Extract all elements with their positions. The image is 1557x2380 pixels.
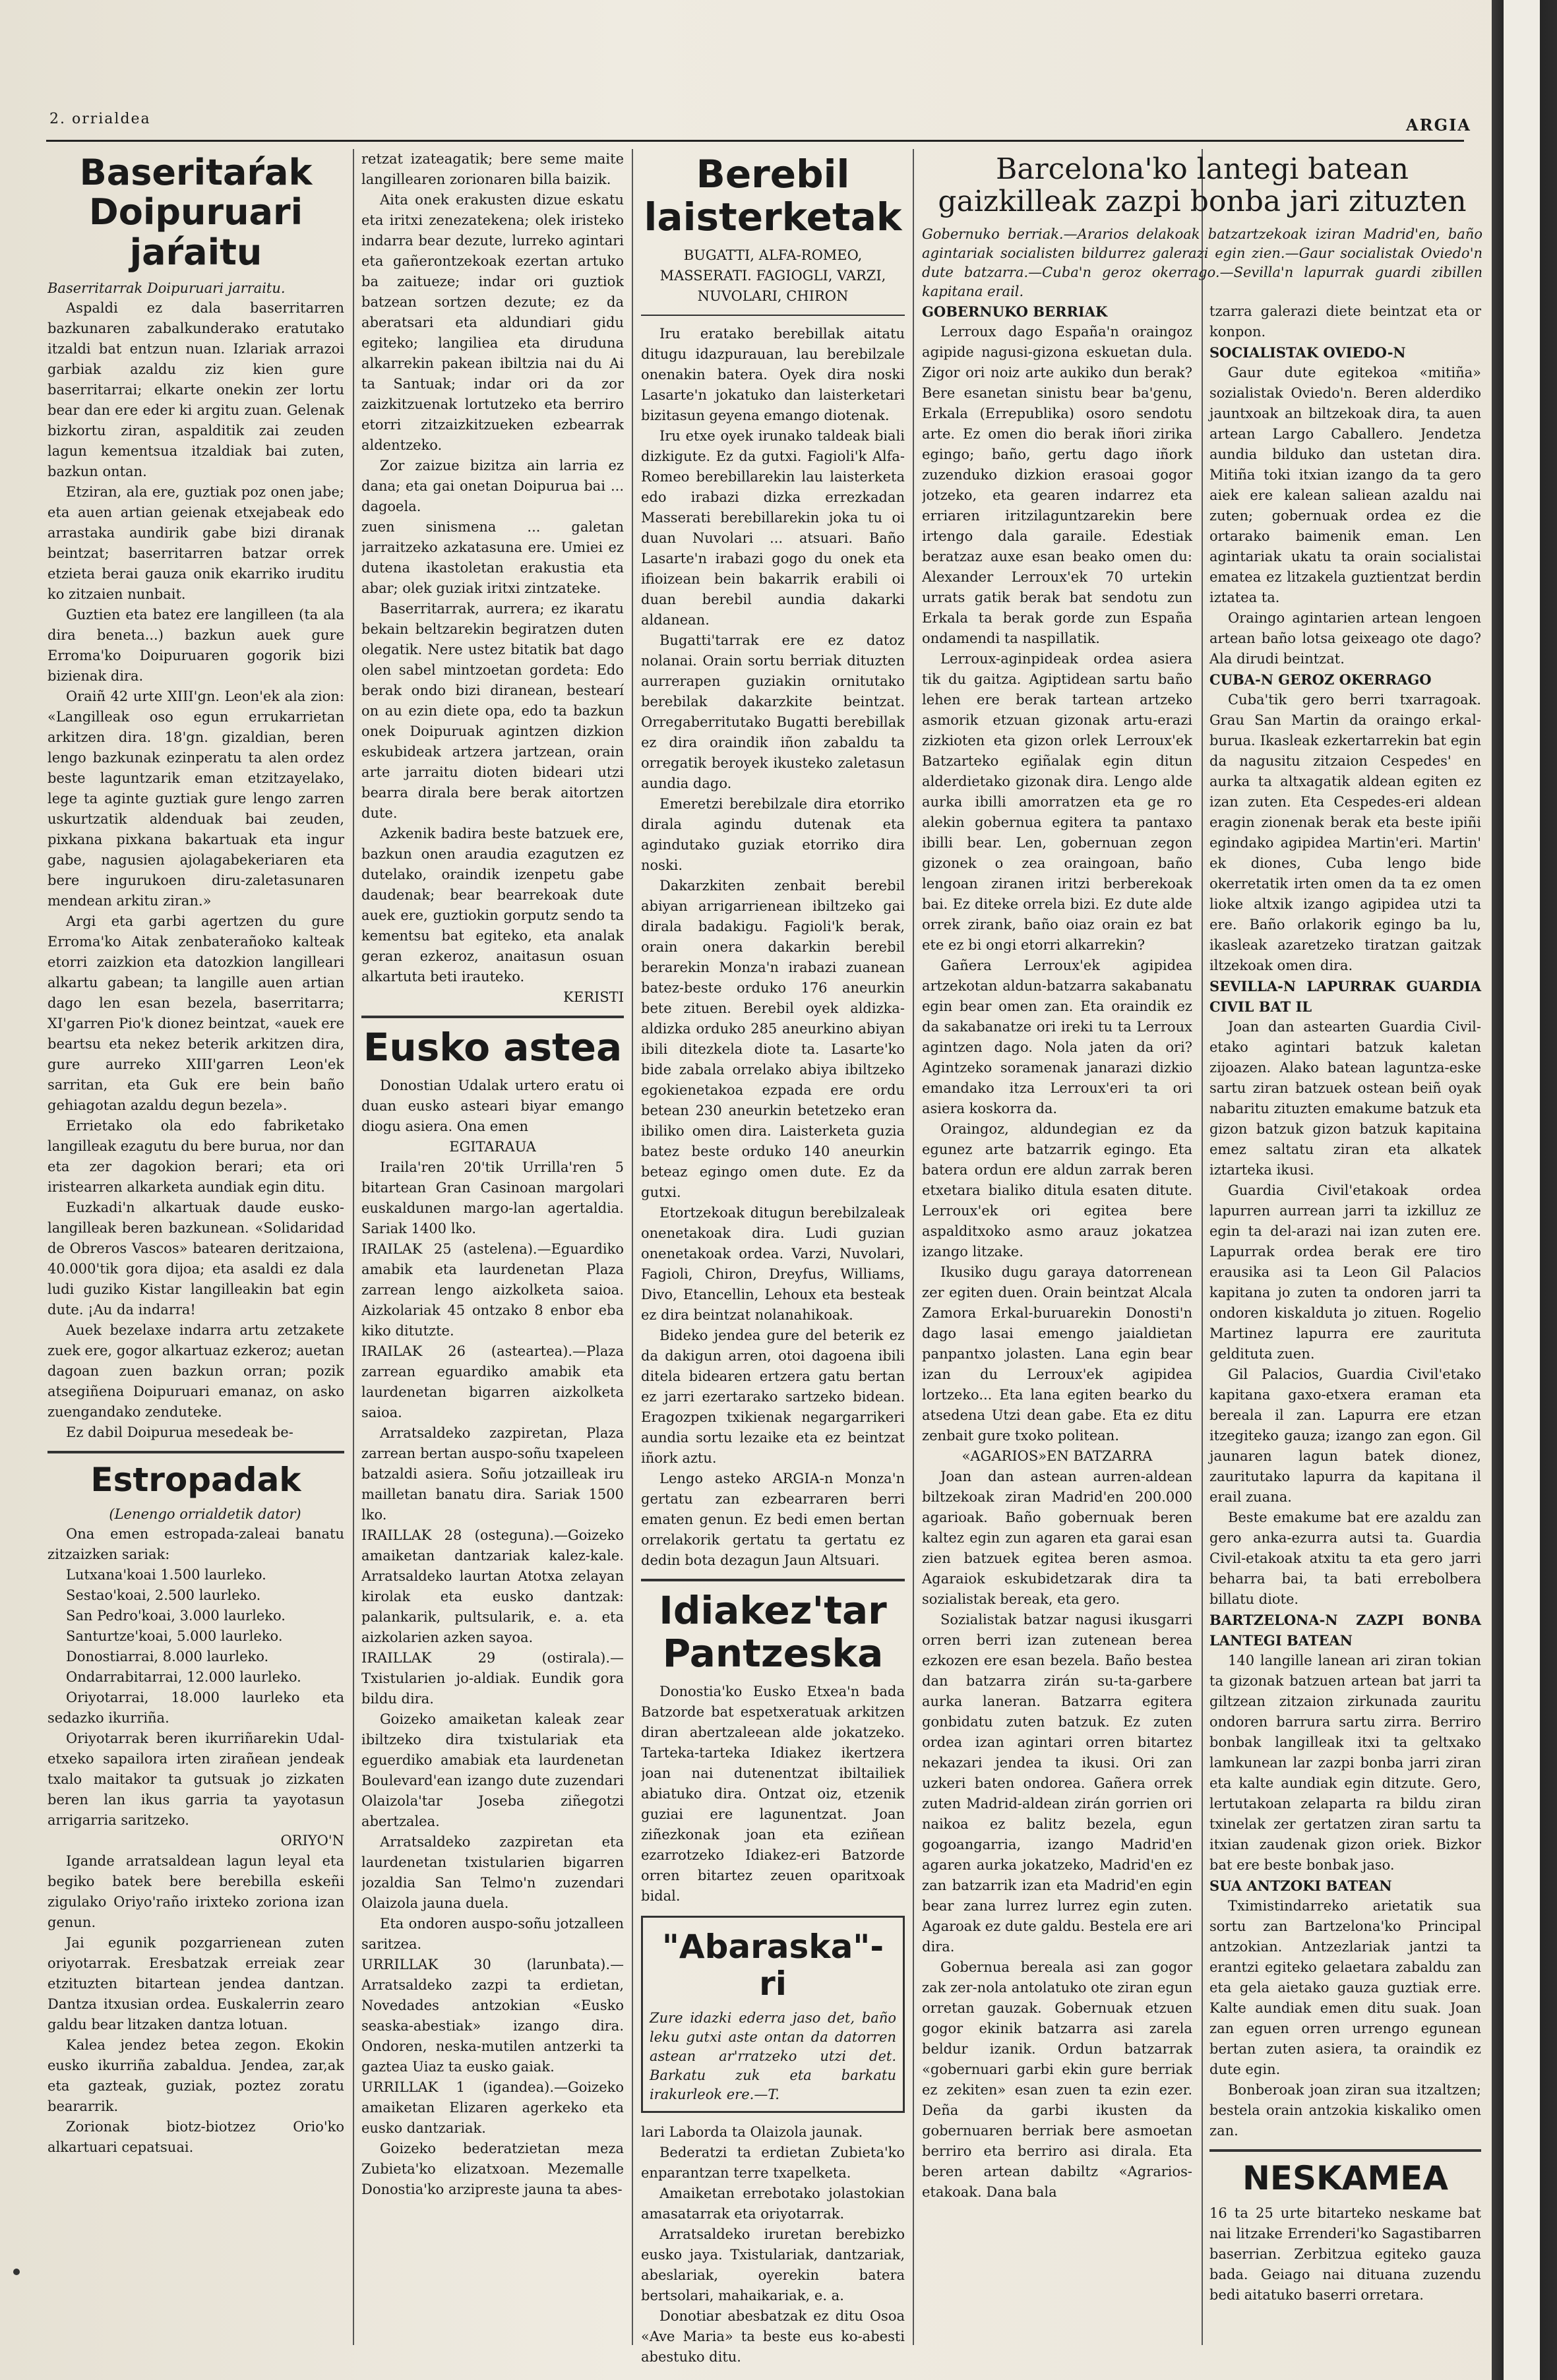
- two-column-body: [922, 301, 1482, 2305]
- paragraph: Bideko jendea gure del beterik ez da dakigun arren, otoi dagoena ibili ditela bidearen ertzera gatu bertan ez jarri ezertarako sartzeko bidean. Eragozpen txikienak negargarrikeri aundia sortu lezaike eta ez beintzat iñork aztu.: [641, 1327, 905, 1466]
- paragraph: 140 langille lanean ari ziran tokian ta gizonak batzuen artean bat jarri ta giltzean zitzaion zirkunada zauritu ondoren barrura sartu zirra. Berriro bonbak langilleak itxi ta geltxako lamkunean lar zazpi bonba jarri ziran eta kalte aundiak egin ditzute. Gero, lertutakoan zelaparta ra bildu ziran txinelak zer gertatzen ziran sartu ta itxian zaudenak gizon oriek. Bizkor bat ere beste bonbak jaso.: [1209, 1652, 1481, 1873]
- column-3: [641, 149, 905, 2365]
- prize-item: Sestao'koai, 2.500 laurleko.: [66, 1587, 261, 1604]
- paragraph: Joan dan astearten Guardia Civil-etako agintari batzuk kaletan zijoazen. Alako batean laguntza-eske sartu ziran batzuek ostean beiñ oyak nabaritu zituzten emakume batzuk eta gizon batzuk gizon batzuk kapitaina emez saltatu ziran eta alkatek iztarteka ikusi.: [1209, 1018, 1481, 1178]
- paragraph: Jai egunik pozgarrienean zuten oriyotarrak. Eresbatzak erreiak zear etzituzten bitartean jendea dantzan. Dantza itxusian ordea. Euskalerrin zearo galdu bear litzaken dantza lotuan.: [47, 1935, 344, 2033]
- paragraph: Aita onek erakusten dizue eskatu eta iritxi zenezatekena; olek iristeko indarra bear dezute, lurreko agintari eta gañerontzekoak ezertan artuko ba zaitueze; indar ori guztiok batzean sortzen dezute; ez da aberatsari eta aldundiari gidu egiteko; langiliea eta diruduna alkarrekin pakean ibiltzia nai du Ai ta Santuak; indar ori da zor zaizkitzuenak lortutzeko eta berriro etorri zitzaizkitzueken ezbearrak aldentzeko.: [361, 192, 624, 453]
- paragraph: Lerroux dago España'n oraingoz agipide nagusi-gizona eskuetan dula. Zigor ori noiz arte aukiko dun berak? Bere esanetan sinistu bear ba'genu, Erkala (Errepublika) osoro sendotu arte. Ez omen dio berak iñori zirika egingo; baño, gertu dago iñork zuzenduko dizkion erasoai gogor jotzeko, eta gearen indarrez eta erriaren iritzilaguntzarekin bere irtengo dala garaile. Edestiak beratzaz auxe esan beako omen du: Alexander Lerroux'ek 70 urtekin urrats gatik berak bat sendotu zun Erkala ta berak gorde zun España ondamendi ta naspillatik.: [922, 323, 1192, 646]
- paragraph: 16 ta 25 urte bitarteko neskame bat nai litzake Errenderi'ko Sagastibarren baserrian. Zerbitzua egiteko gauza bada. Geiago nai dituana zuzendu bedi aitatuko baserri orretara.: [1209, 2205, 1481, 2303]
- paragraph: Iraila'ren 20'tik Urrilla'ren 5 bitartean Gran Casinoan margolari euskaldunen margo-lan agertaldia. Sariak 1400 lko.: [361, 1159, 624, 1236]
- headline-idiakez: Idiakez'tar Pantzeska: [659, 1587, 887, 1676]
- header-rule: [46, 140, 1464, 142]
- paragraph: Amaiketan errebotako jolastokian amasatarrak eta oriyotarrak.: [641, 2185, 905, 2222]
- paragraph: Lengo asteko ARGIA-n Monza'n gertatu zan ezbearraren berri ematen genun. Ez bedi emen bertan orrelakorik gertatu ta gertatu ez dedin bota dezagun Jaun Altsuari.: [641, 1470, 905, 1568]
- paragraph: Emeretzi berebilzale dira etorriko dirala agindu dutenak eta agindutako guziak etorriko dira noski.: [641, 795, 905, 873]
- paragraph: Gaur dute egitekoa «mitiña» sozialistak Oviedo'n. Beren alderdiko jauntxoak an biltzekoak dira, ta auen artean Largo Caballero. Jendetza aundia bilduko dan ustetan dira. Mitiña toki itxian izango da ta gero aiek ere kalean saliean azaldu nai zuten; gobernuak ordea ez die ortarako baimenik eman. Len agintariak ukatu ta orain socialistai ematea ez litzakela guztientzat berdin iztatea ta.: [1209, 364, 1481, 605]
- paragraph: Donostia'ko Eusko Etxea'n bada Batzorde bat espetxeratuak arkitzen diran abertzaleean alde jokatzeko. Tarteka-tarteka Idiakez ikertzera joan nai dutenentzat ibiltailiek abiatuko dira. Ontzat oiz, etzenik guziai ere lagunentzat. Joan ziñezkonak joan eta eziñean ezarrotzeko Idiakez-eri Batzorde orren bitartez zeuen oparitxoak bidal.: [641, 1683, 905, 1904]
- headline-berebil-laisterketak: Berebil laisterketak: [644, 152, 902, 239]
- section-heading: CUBA-N GEROZ OKERRAGO: [1209, 671, 1432, 688]
- paragraph: Tximistindarreko arietatik sua sortu zan Bartzelona'ko Principal antzokian. Antzezlariak jantzi ta erantzi egiteko gelaetara zabaldu zan eta gela aietako gauza guztiak erre. Kalte aundiak emen ditu suak. Joan zan eguen orren urrengo egunean bertan zuten asiera, ta oraindik ez dute egin.: [1209, 1897, 1481, 2077]
- paragraph: Auek bezelaxe indarra artu zetzakete zuek ere, gogor alkartuaz ezkeroz; auetan dagoan zuen bazkun orran; pozik atsegiñena Doipuruari emanaz, on asko zuengandako zenduteke.: [47, 1322, 344, 1420]
- paragraph: Bederatzi ta erdietan Zubieta'ko enparantzan terre txapelketa.: [641, 2144, 905, 2181]
- column-divider: [913, 149, 914, 2345]
- column-4: [922, 149, 1482, 2365]
- paragraph: Donotiar abesbatzak ez ditu Osoa «Ave Maria» ta beste eus ko-abesti abestuko ditu.: [641, 2307, 905, 2365]
- paragraph: Zorionak biotz-biotzez Orio'ko alkartuari cepatsuai.: [47, 2119, 344, 2156]
- paragraph: Guztien eta batez ere langilleen (ta ala dira beneta...) bazkun auek gure Erroma'ko Doipuruaren gogorik bizi bizienak dira.: [47, 607, 344, 685]
- section-heading: GOBERNUKO BERRIAK: [922, 303, 1108, 320]
- adjacent-page-strip: [1504, 0, 1540, 2380]
- paragraph: Ona emen estropada-zaleai banatu zitzaizken sariak:: [47, 1526, 344, 1563]
- paragraph: Sozialistak batzar nagusi ikusgarri orren berri izan zutenean berea ezkozen ere esan bezela. Baño bestea dan batzarra zirán su-ta-garbere aurka laneran. Batzarra egitera gonbidatu zuten batzuk. Ez zuten ordea izan agintari orren bitartez nekazari jendea ta ikusi. Ori zan uzkeri baten ondorea. Gañera orrek zuten Madrid-aldean zirán gorrien ori naikoa ez balitz bezela, egun gogoangarria, izango Madrid'en agaren aurka jokatzeko, Madrid'en ez zan batzarrik izan eta Madrid'en egin bear zana lurrez lurrez egin zuten. Agaroak ez dute galdu. Bestela ere ari dira.: [922, 1611, 1192, 1955]
- paragraph: Iru etxe oyek irunako taldeak biali dizkigute. Ez da gutxi. Fagioli'k Alfa-Romeo berebillarekin lau laisterketa edo irabazi dizka errezkadan Masserati berebillarekin joka tu oi duan Nuvolari ... atsuari. Baño Lasarte'n irabazi gogo du onek eta ifioizean bein bakarrik erabili oi duan berebil aundia dakarki aldanean.: [641, 427, 905, 628]
- paragraph: Bugatti'tarrak ere ez datoz nolanai. Orain sortu berriak dituzten aurrerapen guziakin ornitutako berebilak dakarzkite beintzat. Orregaberritutako Bugatti berebillak ez dira oraindik iñon zabaldu ta orregatik beroyek ikusteko zaletasun aundia dago.: [641, 632, 905, 791]
- paragraph: Bonberoak joan ziran sua itzaltzen; bestela orain antzokia kiskaliko omen zan.: [1209, 2081, 1481, 2139]
- subheadline: BUGATTI, ALFA-ROMEO, MASSERATI. FAGIOGLI, VARZI, NUVOLARI, CHIRON: [659, 247, 886, 304]
- headline-abaraska: "Abaraska"-ri: [661, 1927, 884, 2003]
- masthead: ARGIA: [1406, 115, 1471, 135]
- paragraph: Aspaldi ez dala baserritarren bazkunaren zabalkunderako eratutako itzaldi bat entzun nuan. Izlariak arrazoi garbiak azaldu ziz kien gure baserritarrai; elkarte onekin zer lortu bear dan ere eder ki argitu zuan. Gelenak bizkortu ziran, aspalditik zai zeuden lagun kementsua itzaldiak bai zuten, bazkun ontan.: [47, 300, 344, 480]
- paragraph: IRAILLAK 29 (ostirala).—Txistularien jo-aldiak. Eundik gora bildu dira.: [361, 1649, 624, 1707]
- paragraph: Ez dabil Doipurua mesedeak be-: [66, 1424, 293, 1441]
- paragraph: Joan dan astean aurren-aldean biltzekoak ziran Madrid'en 200.000 agarioak. Baño gobernuak beren kaltez egin zun agaren eta garai esan zien batzuek egitea beren asmoa. Agaraiok eskubidetzarak dira ta sozialistak bereak, eta gero.: [922, 1468, 1192, 1607]
- paragraph: Oraingoz, aldundegian ez da egunez arte batzarrik egingo. Eta batera ordun ere aldun zarrak beren etxetara bialiko ditula esaten ditute. Lerroux'ek ori egitea bere aspalditxoko asmo arauz jokatzea izango litzake.: [922, 1120, 1192, 1260]
- section-heading: SOCIALISTAK OVIEDO-N: [1209, 344, 1406, 361]
- paragraph: Baserritarrak, aurrera; ez ikaratu bekain beltzarekin begiratzen duten olegatik. Nere ustez bitatik bat dago olen sabel mintzoetan gordeta: Edo berak ondo bizi diranean, bestearí on au ezin diete opa, edo ta bazkun onek Doipuruak agintzen dizkion eskubideak artzera jartzean, orain arte jarraitu dioten bideari utzi bearra dirala bere berak aitortzen dute.: [361, 601, 624, 821]
- paragraph: Arratsaldeko zazpiretan, Plaza zarrean bertan auspo-soñu txapeleen batzaldi asiera. Soñu jotzailleak iru mailletan banatu dira. Sariak 1500 lko.: [361, 1424, 624, 1523]
- paragraph: retzat izateagatik; bere seme maite langillearen zorionaren billa baizik.: [361, 151, 624, 187]
- paragraph: Argi eta garbi agertzen du gure Erroma'ko Aitak zenbaterañoko kalteak etorri zaizkion eta datozkion langilleari alkartu gabean; ta langille auen artian dago len esan bezela, baserritarra; XI'garren Pio'k dionez beintzat, «auek ere beartsu eta nekez beterik arkitzen dira, gure aurreko XIII'garren Leon'ek sarritan, eta Guk ere bein baño gehiagotan azaldu degun bezela».: [47, 913, 344, 1114]
- paragraph: Etziran, ala ere, guztiak poz onen jabe; eta auen artian geienak etxejabeak edo arrastaka aundirik gabe bizi diranak beintzat; baserritarren batzar orrek etzieta berai gauza onik ekarriko iruditu ko zitzaien nunbait.: [47, 484, 344, 603]
- section-rule: [1209, 2149, 1481, 2152]
- prize-item: Donostiarrai, 8.000 laurleko.: [66, 1649, 269, 1665]
- prize-item: Oriyotarrai, 18.000 laurleko eta sedazko ikurriña.: [47, 1690, 344, 1726]
- paragraph: Goizeko amaiketan kaleak zear ibiltzeko dira txistulariak eta eguerdiko amabiak eta laurdenetan Boulevard'ean izango dute zuzendari Olaizola'tar Joseba ziñegotzi abertzalea.: [361, 1711, 624, 1829]
- section-rule: [47, 1451, 344, 1453]
- author-signature: KERISTI: [563, 989, 624, 1005]
- notice-text: Zure idazki ederra jaso det, baño leku gutxi aste ontan da datorren astean ar'rratzeko utzi det. Barkatu zuk eta barkatu irakurleok ere.—T.: [650, 2009, 896, 2102]
- paragraph: Azkenik badira beste batzuek ere, bazkun onen araudia ezagutzen ez dutelako, oraindik izenpetu gabe daudenak; bear bearrekoak dute auek ere, guztiokin gorputz sendo ta kementsu bat egiteko, eta analak geran ezkeroz, anaitasun osuan alkartuta beti irauteko.: [361, 826, 624, 985]
- paragraph: Ikusiko dugu garaya datorrenean zer egiten duen. Orain beintzat Alcala Zamora Erkal-buruarekin Donosti'n dago lasai emengo jaialdietan panpantxo jolasten. Lana egin bear izan du Lerroux'ek agipidea lortzeko... Eta lana egiten bearko du atsedena Utzi dean gabe. Eta ez ditu zenbait gure txoko politean.: [922, 1264, 1192, 1444]
- section-heading: SUA ANTZOKI BATEAN: [1209, 1877, 1392, 1894]
- program-label: EGITARAUA: [449, 1138, 536, 1155]
- section-rule: [361, 1016, 624, 1018]
- paragraph: Dakarzkiten zenbait berebil abiyan arrigarrienean ibiltzeko gai dirala badakigu. Fagioli'k berak, orain onera dakarkin berebil berarekin Monza'n irabazi zuanean batez-beste orduko 176 aneurkin bete zituen. Berebil oyek aldizka-aldizka orduko 285 aneurkino abiyan ibili ditezkela diote ta. Lasarte'ko bide zabala orrelako abiya ibiltzeko egokienetakoa ezpada ere ordu betean 230 aneurkin betetzeko eran ibiliko omen dira. Laisterketa guzia batez beste orduko 140 aneurkin beteaz egingo omen dute. Ez da gutxi.: [641, 877, 905, 1200]
- headline-barcelona-bonbak: Barcelona'ko lantegi batean gaizkilleak zazpi bonba jari zituzten: [938, 152, 1467, 219]
- notice-box: [641, 1916, 905, 2113]
- lede: Baserritarrak Doipuruari jarraitu.: [47, 280, 286, 297]
- paragraph: Arratsaldeko iruretan berebizko eusko jaya. Txistulariak, dantzariak, abeslariak, oyerekin batera bertsolari, mahaikariak, e. a.: [641, 2226, 905, 2304]
- paragraph: IRAILAK 26 (astearteа).—Plaza zarrean eguardiko amabik eta laurdenetan bigarren aizkolketa saioa.: [361, 1343, 624, 1420]
- paragraph: Euzkadi'n alkartuak daude eusko-langilleak beren bazkunean. «Solidaridad de Obreros Vascos» batearen deritzaiona, 40.000'tik gora dijoa; eta asaldi ez dala ludi guziko Kistar langilleakin bat egin dute. ¡Au da indarra!: [47, 1200, 344, 1318]
- paragraph: Arratsaldeko zazpiretan eta laurdenetan txistularien bigarren jozaldia San Telmo'n zuzendari Olaizola jauna duela.: [361, 1833, 624, 1911]
- headline-neskamea: NESKAMEA: [1242, 2158, 1449, 2197]
- page-edge: [1492, 0, 1557, 2380]
- paragraph: Lerroux-aginpideak ordea asiera tik du gaitza. Agiptidean sartu baño lehen ere berak tartean artzeko asmorik etzuan gizonak artu-erazi zizkioten eta gizon orlek Lerroux'ek Batzarteko egiñalak egin ditun alderdietako gizonak dira. Lengo alde aurka ibilli amorratzen eta ge ro alekin gobernua egitera ta pantaxo ibilli bear. Len, gobernuan zegon gizonek o zea oraingoan, baño lengoan ziranen iritzi berberekoak bai. Ez diteke orrela bizi. Ez dute alde orrek zirank, baño oiaz orain ez bat ete ez bi ongi etorri alkarrekin?: [922, 650, 1192, 953]
- paragraph: Kalea jendez betea zegon. Ekokin eusko ikurriña zabaldua. Jendea, zar,ak eta gazteak, guziak, poztez zoratu beararrik.: [47, 2037, 344, 2115]
- prize-item: San Pedro'koai, 3.000 laurleko.: [66, 1608, 286, 1624]
- column-divider: [632, 149, 633, 2345]
- paragraph: Goizeko bederatzietan meza Zubieta'ko elizatxoan. Mezemalle Donostia'ko arzipreste jauna ta abes-: [361, 2140, 624, 2197]
- paragraph: Etortzekoak ditugun berebilzaleak onenetakoak dira. Ludi guzian onenetakoak ordea. Varzi, Nuvolari, Fagioli, Chiron, Dreyfus, Williams, Divo, Etancellin, Lehoux eta besteak ez dira beintzat nolanahikoak.: [641, 1204, 905, 1323]
- paragraph: URRILLAK 1 (igandea).—Goizeko amaiketan Elizaren agerkeko eta eusko dantzariak.: [361, 2079, 624, 2136]
- continued-note: (Lenengo orrialdetik dator): [109, 1506, 301, 1523]
- prize-item: Santurtze'koai, 5.000 laurleko.: [66, 1628, 283, 1645]
- prize-item: Ondarrabitarrai, 12.000 laurleko.: [66, 1669, 301, 1686]
- paragraph: Oriyotarrak beren ikurriñarekin Udal-etxeko sapailora irten zirañean jendeak txalo maitakor ta gutsuak jo zizkaten beren lan ikus garria ta yayotasun arrigarria saritzeko.: [47, 1730, 344, 1829]
- paragraph: IRAILAK 25 (astelena).—Eguardiko amabik eta laurdenetan Plaza zarrean lengo aizkolketa saioa. Aizkolariak 45 ontzako 8 enbor eba kiko ditutzte.: [361, 1240, 624, 1339]
- paragraph: Oraingo agintarien artean lengoen artean baño lotsa geixeago ote dago? Ala dirudi beintzat.: [1209, 609, 1481, 667]
- paragraph: Guardia Civil'etakoak ordea lapurren aurrean jarri ta izkilluz ze egin ta del-arazi nai izan zuten ere. Lapurrak ordea berak ere tiro erausika asi ta Leon Gil Palacios kapitana jo zuten ta ondoren jarri ta ondoren kiskalduta jo zituen. Rogelio Martinez lapurra ere zaurituta geldituta zuen.: [1209, 1182, 1481, 1362]
- section-heading: «AGARIOS»EN BATZARRA: [962, 1448, 1153, 1464]
- paragraph: Igande arratsaldean lagun leyal eta begiko batek bere berebilla eskeñi zigulako Oriyo'raño irixteko zoriona izan genun.: [47, 1853, 344, 1931]
- lede: Gobernuko berriak.—Ararios delakoak batzartzekoak iziran Madrid'en, baño agintariak socialisten bildurrez galerazi egin zien.—Gaur socialistak Oviedo'n dute batzarra.—Cuba'n geroz okerrago.—Sevilla'n lapurrak guardi zibillen kapitana erail.: [922, 226, 1482, 299]
- section-rule: [641, 315, 905, 316]
- section-heading: BARTZELONA-N ZAZPI BONBA LANTEGI BATEAN: [1209, 1611, 1481, 1649]
- page-number: 2. orrialdea: [49, 111, 151, 127]
- ink-spot: [13, 2269, 20, 2275]
- paragraph: Eta ondoren auspo-soñu jotzalleen saritzea.: [361, 1915, 624, 1952]
- paragraph: Cuba'tik gero berri txarragoak. Grau San Martin da oraingo erkal-burua. Ikasleak ezkertarrekin bat egin da nagusitu zitzaion Cespedes' en aurka ta altxagatik aldean egiten ez izan zuten. Eta Cespedes-eri aldean eragin zionenak berak eta beste ipiñi egindako agipidea Martin'eri. Martin' ek diones, Cuba lengo bide okerretatik irten omen da ta ez omen lioke altxik izango agipidea utzi ta ere. Baño orlakorik egingo ba lu, ikasleak azaretzeko tiratzan gaitzak iltzekoak omen dira.: [1209, 691, 1481, 973]
- paragraph: lari Laborda ta Olaizola jaunak.: [641, 2123, 863, 2140]
- headline-estropadak: Estropadak: [90, 1461, 301, 1500]
- headline-baserritarrak: Baseritaŕak Doipuruari jaŕaitu: [79, 152, 313, 273]
- paragraph: Iru eratako berebillak aitatu ditugu idazpurauan, lau berebilzale onenakin batera. Oyek dira noski Lasarte'n jokatuko dan laisterketari bizitasun geyena emango diotenak.: [641, 325, 905, 423]
- paragraph: Donostian Udalak urtero eratu oi duan eusko asteari biyar emango diogu asiera. Ona emen: [361, 1077, 624, 1134]
- paragraph: Errietako ola edo fabriketako langilleak ezagutu du bere burua, nor dan eta zer dagokion berari; eta ori iristearren alkarketa aundiak egin ditu.: [47, 1118, 344, 1196]
- paragraph: IRAILLAK 28 (osteguna).—Goizeko amaiketan dantzariak kalez-kale. Arratsaldeko laurtan Atotxa zelayan kirolak eta eusko dantzak: palankarik, pultsularik, e. a. eta aizkolarien azken sayoa.: [361, 1527, 624, 1645]
- paragraph: Gobernua bereala asi zan gogor zak zer-nola antolatuko ote ziran egun orretan gauzak. Gobernuak etzuen gogor ekinik batzarra asi zarela beldur izanik. Ordun batzarrak «gobernuari garbi ekin gure berriak ez zekiten» esan zuen ta ezin ezer. Deña da garbi ikusten da gobernuaren berriak bere asmoetan berriro eta berriro asi dirala. Eta beren artean dabiltz «Agrarios-etakoak. Dana bala: [922, 1959, 1192, 2200]
- paragraph: zuen sinismena ... galetan jarraitzeko azkatasuna ere. Umiei ez dutena ikastoletan erakustia eta abar; olek guziak iritxi zintzateke.: [361, 519, 624, 596]
- paragraph: Gañera Lerroux'ek agipidea artzekotan aldun-batzarra sakabanatu egin bear omen zan. Eta oraindik ez da sakabanatze ori ireki tu ta Lerroux agintzen dago. Nola jaten da ori? Agintzeko soramenak janarazi dizkio emandako itza Lerroux'eri ta ori asiera koskorra da.: [922, 957, 1192, 1116]
- section-label: ORIYO'N: [280, 1833, 344, 1849]
- paragraph: tzarra galerazi diete beintzat eta or konpon.: [1209, 303, 1481, 340]
- headline-eusko-astea: Eusko astea: [363, 1025, 623, 1070]
- column-1: [47, 149, 344, 2365]
- paragraph: Gil Palacios, Guardia Civil'etako kapitana gaxo-etxera eraman eta bereala il zan. Lapurra ere etzan itzegiteko gauza; izango zan egon. Gil jaunaren lagun batek dionez, zauritutako lapurra da kapitana il erail zuana.: [1209, 1366, 1481, 1505]
- column-2: [361, 149, 624, 2365]
- paragraph: Zor zaizue bizitza ain larria ez dana; eta gai onetan Doipurua bai ... dagoela.: [361, 458, 624, 514]
- prize-item: Lutxana'koai 1.500 laurleko.: [66, 1567, 266, 1583]
- paragraph: Oraiñ 42 urte XIII'gn. Leon'ek ala zion: «Langilleak oso egun errukarrietan arkitzen dira. 18'gn. gizaldian, beren lengo bazkunak ezinperatu ta alen ordez beste laguntzarik eman etzitzayelako, lege ta aginte guztiak gure lengo zarren uskurtzatik aldenduak bai zeuden, pixkana pixkana bakartuak eta ingur gabe, nagusien ajolagabekeriaren eta bere ingurukoen diru-zaletasunaren mendean arkitu ziran.»: [47, 688, 344, 909]
- paragraph: Beste emakume bat ere azaldu zan gero anka-ezurra autsi ta. Guardia Civil-etakoak atxitu ta eta gero jarri beharra bai, ta bati errebolbera billatu diote.: [1209, 1509, 1481, 1607]
- paragraph: URRILLAK 30 (larunbata).—Arratsaldeko zazpi ta erdietan, Novedades antzokian «Eusko seaska-abestiak» izango dira. Ondoren, neska-mutilen antzerki ta gaztea Uiaz ta eusko gaiak.: [361, 1956, 624, 2075]
- section-rule: [641, 1579, 905, 1581]
- subcolumn-right: [1209, 301, 1481, 2305]
- column-divider: [353, 149, 354, 2345]
- subcolumn-left: [922, 301, 1192, 2305]
- section-heading: SEVILLA-N LAPURRAK GUARDIA CIVIL BAT IL: [1209, 977, 1481, 1015]
